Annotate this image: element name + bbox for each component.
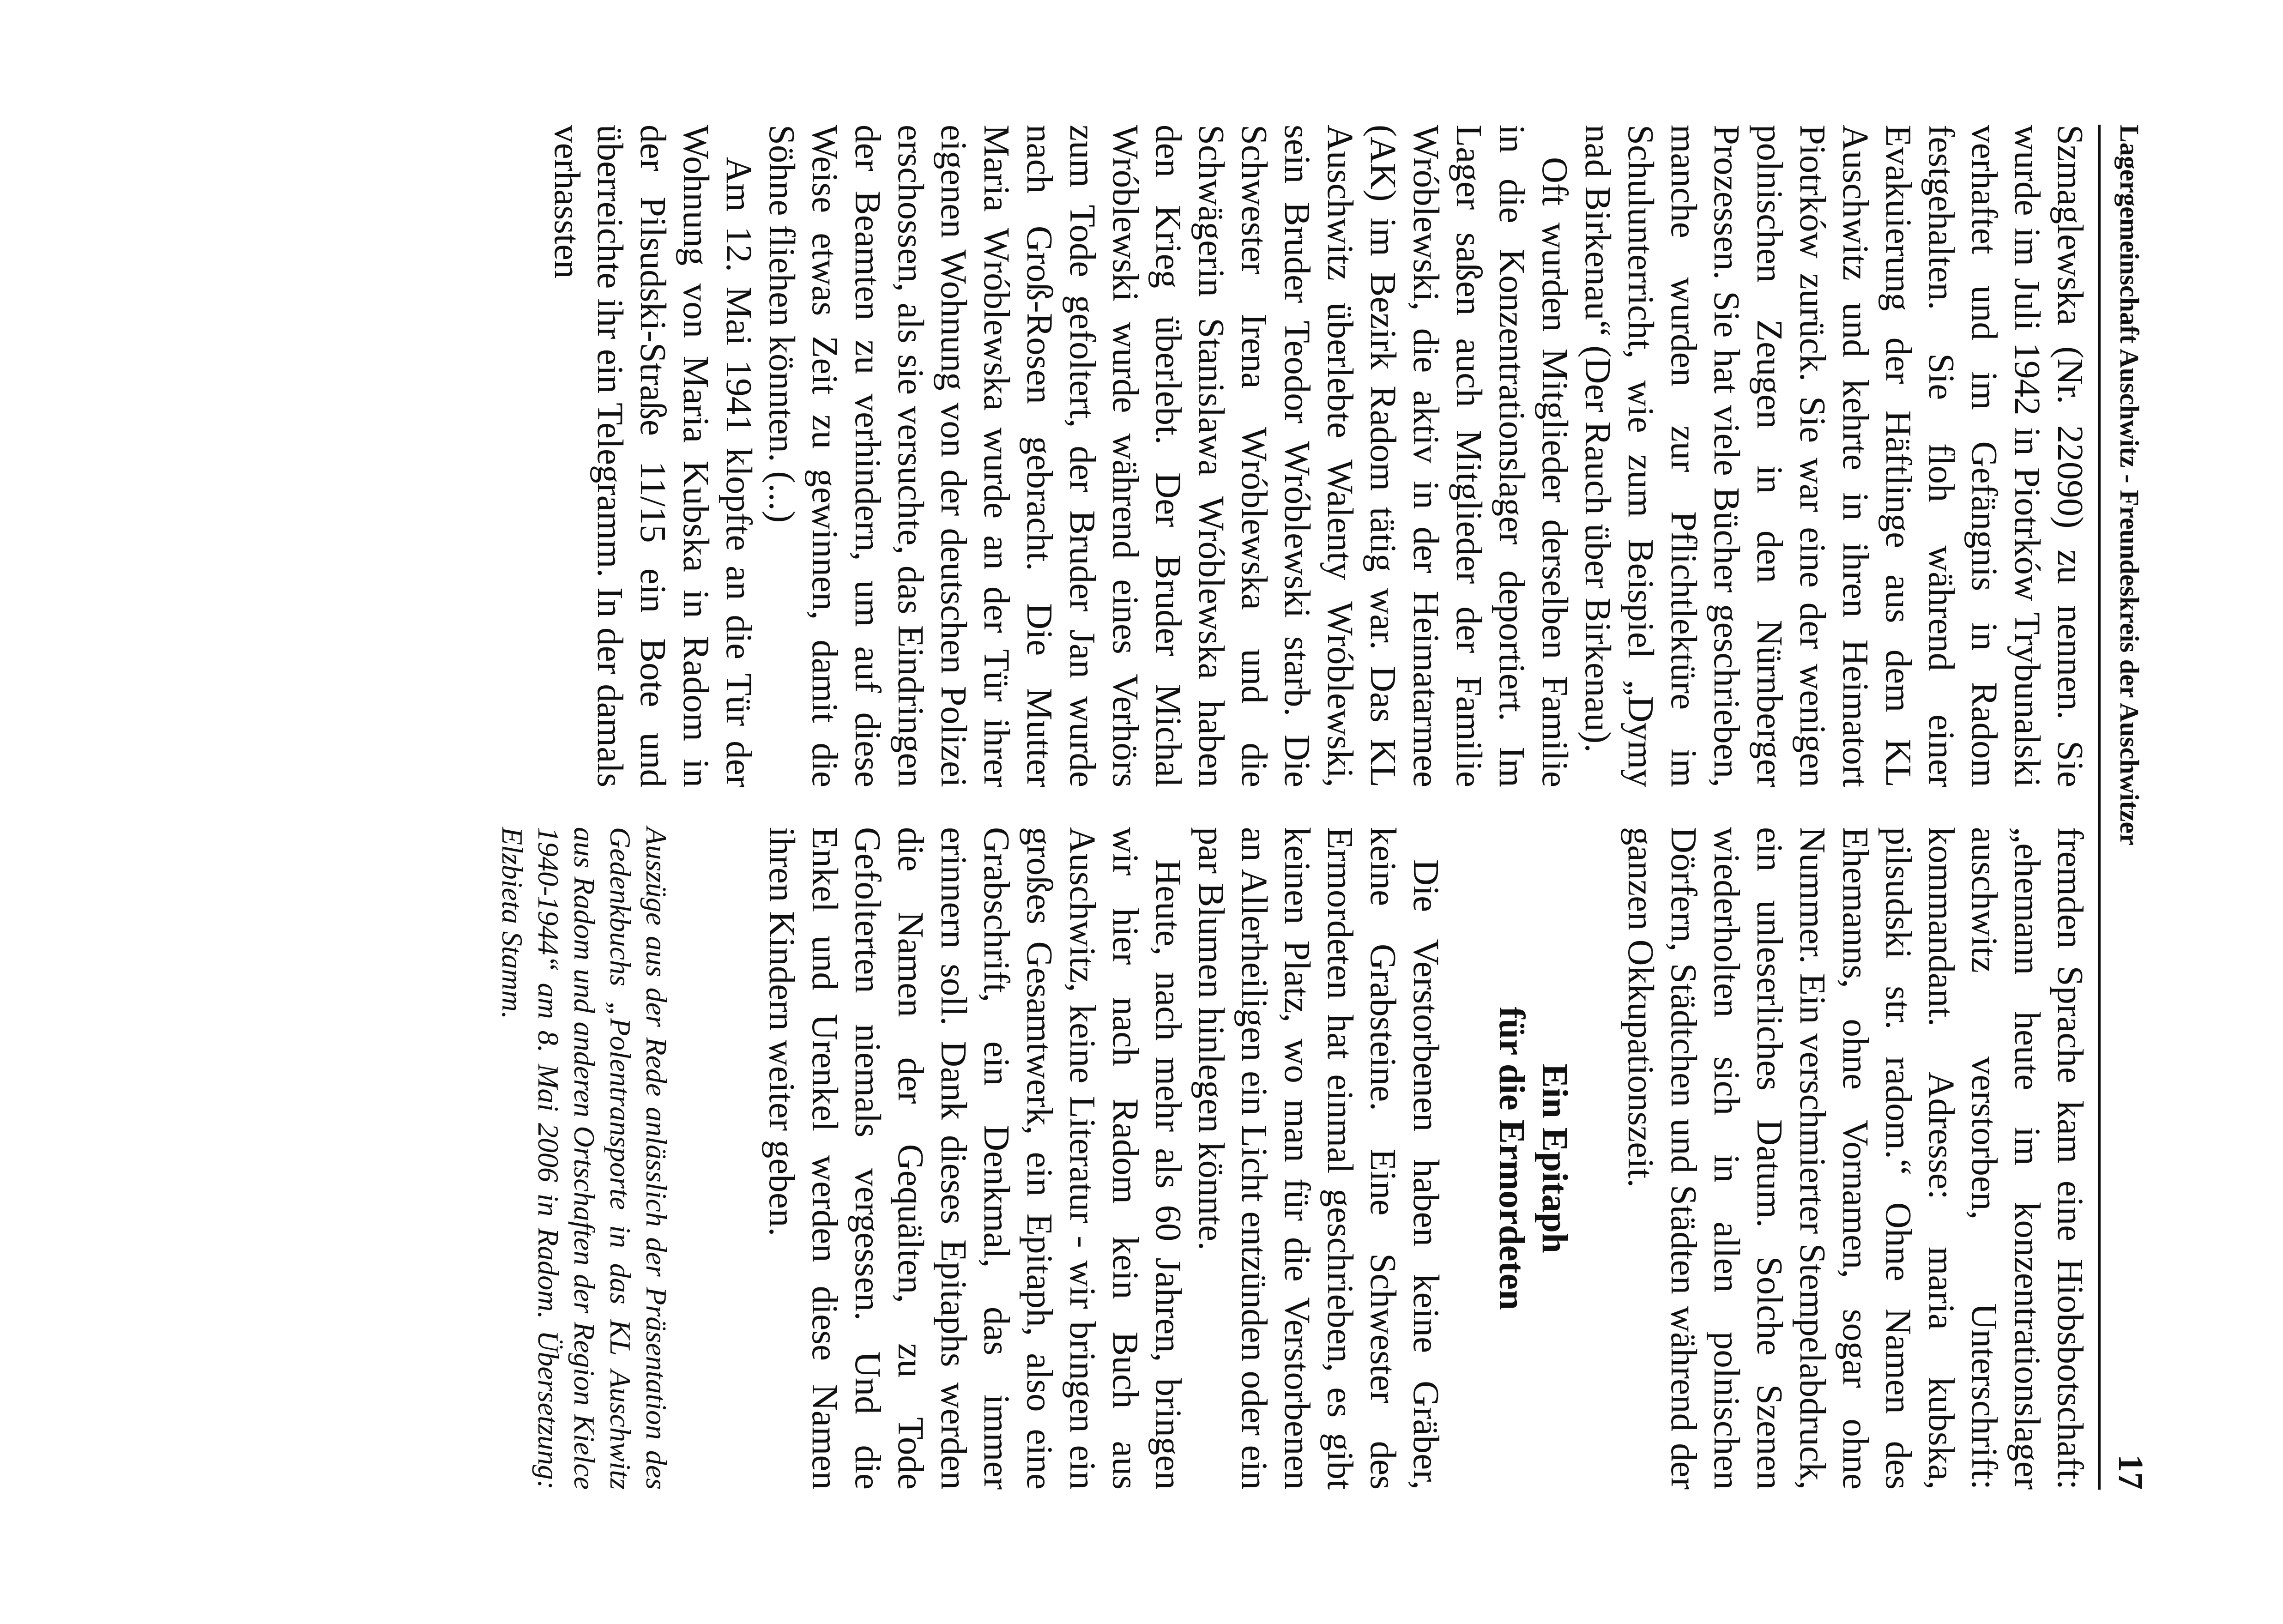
right-paragraph-3: Heute, nach mehr als 60 Jahren, bringen wir hier nach Radom kein Buch aus Auschwitz, keine Literatur - wir bringen ein großes Gesamtwerk, ein Epitaph, also eine Grabschrift, ein Denkmal, das immer erinnern soll. Dank dieses Epitaphs werden die Namen der Gequälten, zu Tode Gefolterten niemals vergessen. Und die Enkel und Urenkel werden diese Namen ihren Kindern weiter geben. xyxy=(761,827,1188,1490)
page-header xyxy=(2098,125,2151,1490)
source-caption: Auszüge aus der Rede anlässlich der Präsentation des Gedenkbuchs „Polentransporte in das KL Auschwitz aus Radom und anderen Ortschaften der Region Kielce 1940-1944“ am 8. Mai 2006 in Radom. Übersetzung: Elzbieta Stamm. xyxy=(496,827,673,1490)
right-column xyxy=(60,827,2091,1490)
left-column xyxy=(60,125,2091,787)
spacer xyxy=(717,827,760,1490)
left-paragraph-2: Oft wurden Mitglieder derselben Familie in die Konzentrationslager deportiert. Im Lager saßen auch Mitglieder der Familie Wróblewski, die aktiv in der Heimatarmee (AK) im Bezirk Radom tätig war. Das KL Auschwitz überlebte Walenty Wróblewski, sein Bruder Teodor Wróblewski starb. Die Schwester Irena Wróblewska und die Schwägerin Stanislawa Wróblewska haben den Krieg überlebt. Der Bruder Michal Wróblewski wurde während eines Verhörs zum Tode gefoltert, der Bruder Jan wurde nach Groß-Rosen gebracht. Die Mutter Maria Wróblewska wurde an der Tür ihrer eigenen Wohnung von der deutschen Polizei erschossen, als sie versuchte, das Eindringen der Beamten zu verhindern, um auf diese Weise etwas Zeit zu gewinnen, damit die Söhne fliehen könnten. (...) xyxy=(761,125,1575,787)
spacer xyxy=(674,827,717,1490)
page-number: 17 xyxy=(2111,1455,2150,1490)
left-paragraph-1: Szmaglewska (Nr. 22090) zu nennen. Sie wurde im Juli 1942 in Piotrków Trybunalski verhaftet und im Gefängnis in Radom festgehalten. Sie floh während einer Evakuierung der Häftlinge aus dem KL Auschwitz und kehrte in ihren Heimatort Piotrków zurück. Sie war eine der wenigen polnischen Zeugen in den Nürnberger Prozessen. Sie hat viele Bücher geschrieben, manche wurden zur Pflichtlektüre im Schulunterricht, wie zum Beispiel „Dymy nad Birkenau“ (Der Rauch über Birkenau). xyxy=(1577,125,2090,787)
header-title: Lagergemeinschaft Auschwitz - Freundeskreis der Auschwitzer xyxy=(2114,125,2144,846)
spacer xyxy=(1576,827,1619,1490)
left-paragraph-3: Am 12. Mai 1941 klopfte an die Tür der Wohnung von Maria Kubska in Radom in der Pilsudski-Straße 11/15 ein Bote und überreichte ihr ein Telegramm. In der damals verhassten xyxy=(547,125,759,787)
heading-line-2: für die Ermordeten xyxy=(1492,1007,1532,1310)
spacer xyxy=(1447,827,1490,1490)
section-heading xyxy=(1490,827,1576,1490)
heading-line-1: Ein Epitaph xyxy=(1534,1063,1575,1253)
right-paragraph-2: Die Verstorbenen haben keine Gräber, keine Grabsteine. Eine Schwester des Ermordeten hat einmal geschrieben, es gibt keinen Platz, wo man für die Verstorbenen an Allerheiligen ein Licht entzünden oder ein par Blumen hinlegen könnte. xyxy=(1191,827,1446,1490)
right-paragraph-1: fremden Sprache kam eine Hiobsbotschaft: „ehemann heute im konzentrationslager auschwitz verstorben, Unterschrift: kommandant. Adresse: maria kubska, pilsudski str. radom.“ Ohne Namen des Ehemanns, ohne Vornamen, sogar ohne Nummer. Ein verschmierter Stempelabdruck, ein unleserliches Datum. Solche Szenen wiederholten sich in allen polnischen Dörfern, Städtchen und Städten während der ganzen Okkupationszeit. xyxy=(1620,827,2090,1490)
